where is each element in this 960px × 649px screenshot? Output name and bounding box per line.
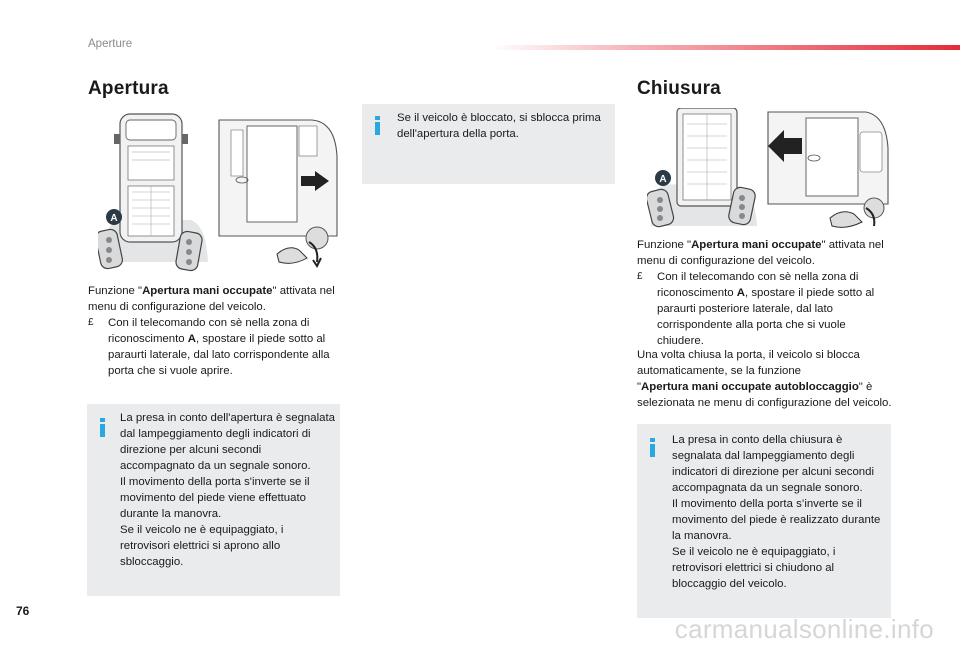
illustration-sliding-door-closing xyxy=(766,108,890,232)
info-icon xyxy=(100,418,105,437)
callout-a: A xyxy=(110,213,118,224)
intro-bold-function: Apertura mani occupate xyxy=(142,285,273,297)
illustration-van-top-view-closing xyxy=(647,108,759,230)
illustration-van-top-view-opening xyxy=(98,112,210,274)
heading-chiusura: Chiusura xyxy=(637,78,721,99)
left-info-text: La presa in conto dell'apertura è segnalata dal lampeggiamento degli indicatori di direzione per alcuni secondi accompagnato da un segnale sonoro. Il movimento della porta s'inverte se il movimento del piede viene effettuato durante la manovra. Se il veicolo ne è equipaggiato, i retrovisori elettrici si aprono allo sbloccaggio. xyxy=(120,412,335,568)
header-accent-bar xyxy=(490,45,960,50)
heading-apertura: Apertura xyxy=(88,78,169,99)
left-bullet-step: £ Con il telecomando con sè nella zona di riconoscimento A, spostare il piede sotto al paraurti laterale, dal lato corrispondente alla porta che si vuole aprire. xyxy=(88,317,330,377)
bullet-mark: £ xyxy=(88,317,94,328)
right-info-text: La presa in conto della chiusura è segnalata dal lampeggiamento degli indicatori di direzione per alcuni secondi accompagnata da un segnale sonoro. Il movimento della porta s’inverte se il movimento del piede è realizzato durante la manovra. Se il veicolo ne è equipaggiato, i retrovisori elettrici si chiudono al bloccaggio del veicolo. xyxy=(672,434,881,590)
info-icon xyxy=(650,438,655,457)
left-intro-text: Funzione "Apertura mani occupate" attivata nel menu di configurazione del veicolo. xyxy=(88,285,335,313)
callout-a: A xyxy=(659,174,667,185)
info-icon xyxy=(375,116,380,135)
intro-bold-function: Apertura mani occupate xyxy=(691,239,822,251)
right-info-box xyxy=(637,424,891,618)
section-label: Aperture xyxy=(88,38,133,50)
right-autolock-paragraph: Una volta chiusa la porta, il veicolo si blocca automaticamente, se la funzione "Apertura mani occupate autobloccaggio" è selezionata ne menu di configurazione del veicolo. xyxy=(637,349,892,409)
bullet-mark: £ xyxy=(637,271,643,282)
right-intro-text: Funzione "Apertura mani occupate" attivata nel menu di configurazione del veicolo. xyxy=(637,239,884,267)
middle-info-box xyxy=(362,104,615,184)
left-info-box xyxy=(87,404,340,596)
page-number: 76 xyxy=(16,604,30,618)
middle-info-text: Se il veicolo è bloccato, si sblocca prima dell'apertura della porta. xyxy=(397,112,601,140)
right-bullet-step: £ Con il telecomando con sè nella zona di riconoscimento A, spostare il piede sotto al paraurti posteriore laterale, dal lato corrispondente alla porta che si vuole chiudere. xyxy=(637,271,875,347)
illustration-sliding-door-opening xyxy=(217,116,339,274)
watermark: carmanualsonline.info xyxy=(674,614,934,644)
